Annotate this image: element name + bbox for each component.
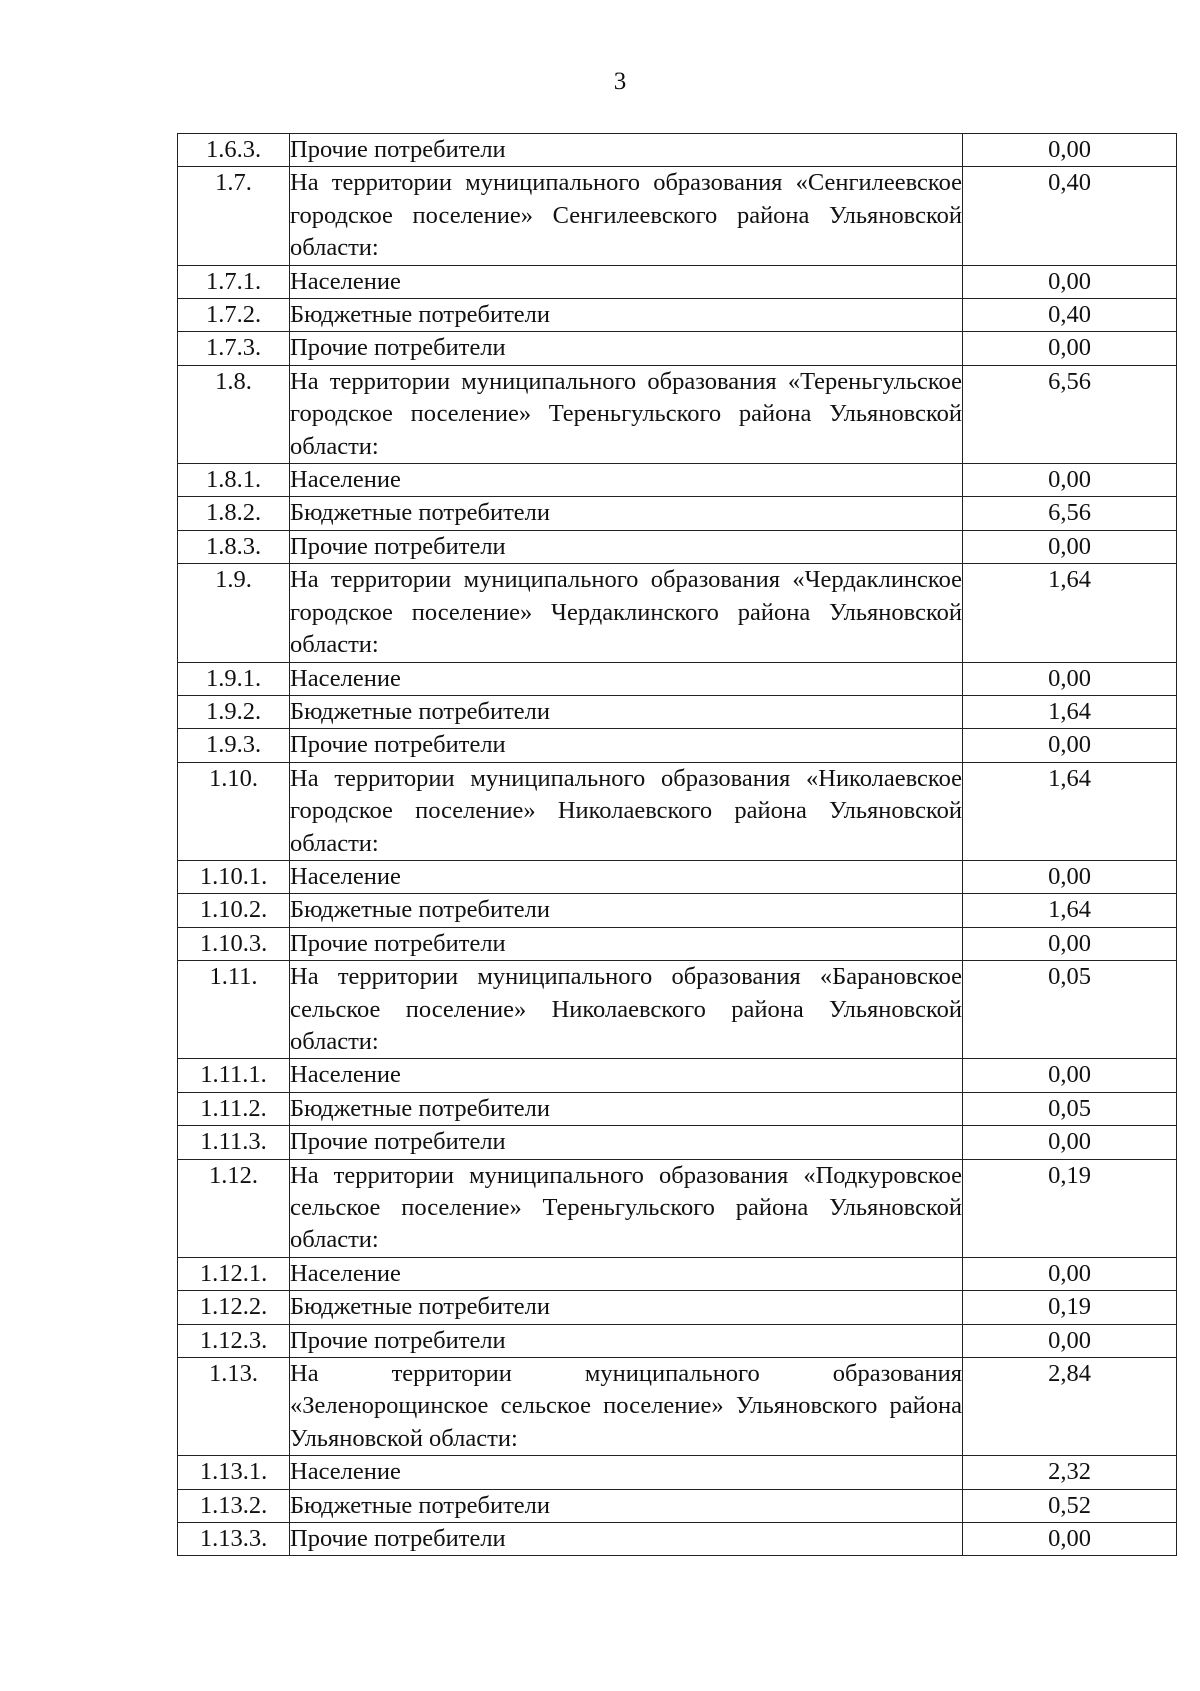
row-number: 1.13.: [178, 1358, 290, 1456]
row-number: 1.8.2.: [178, 497, 290, 530]
row-description: На территории муниципального образования «Сенгилеевское городское поселение» Сенгилеевского района Ульяновской области:: [290, 167, 963, 265]
row-value: 0,40: [963, 167, 1177, 265]
table-row: [178, 134, 1177, 167]
row-number: 1.11.2.: [178, 1092, 290, 1125]
row-value: 0,00: [963, 134, 1177, 167]
row-value: 0,00: [963, 662, 1177, 695]
row-number: 1.9.2.: [178, 695, 290, 728]
table-row: [178, 265, 1177, 298]
row-value: 0,00: [963, 265, 1177, 298]
row-value: 0,00: [963, 860, 1177, 893]
table-row: [178, 1126, 1177, 1159]
table-row: [178, 1324, 1177, 1357]
row-number: 1.12.3.: [178, 1324, 290, 1357]
row-description: На территории муниципального образования «Чердаклинское городское поселение» Чердаклинского района Ульяновской области:: [290, 564, 963, 662]
row-value: 6,56: [963, 497, 1177, 530]
row-number: 1.12.2.: [178, 1291, 290, 1324]
table-row: [178, 365, 1177, 463]
row-number: 1.12.1.: [178, 1257, 290, 1290]
row-number: 1.9.1.: [178, 662, 290, 695]
row-number: 1.13.3.: [178, 1523, 290, 1556]
row-number: 1.11.1.: [178, 1059, 290, 1092]
row-description: Бюджетные потребители: [290, 299, 963, 332]
table-row: [178, 332, 1177, 365]
row-description: Бюджетные потребители: [290, 894, 963, 927]
row-value: 0,19: [963, 1159, 1177, 1257]
row-description: Население: [290, 1456, 963, 1489]
row-value: 0,00: [963, 729, 1177, 762]
row-number: 1.7.: [178, 167, 290, 265]
row-value: 0,00: [963, 1324, 1177, 1357]
table-row: [178, 860, 1177, 893]
row-value: 0,19: [963, 1291, 1177, 1324]
row-value: 1,64: [963, 894, 1177, 927]
row-number: 1.11.: [178, 961, 290, 1059]
row-description: Бюджетные потребители: [290, 1489, 963, 1522]
row-value: 1,64: [963, 762, 1177, 860]
row-description: Прочие потребители: [290, 1324, 963, 1357]
table-row: [178, 299, 1177, 332]
table-row: [178, 167, 1177, 265]
row-description: На территории муниципального образования «Подкуровское сельское поселение» Тереньгульского района Ульяновской области:: [290, 1159, 963, 1257]
table-row: [178, 1489, 1177, 1522]
row-description: Бюджетные потребители: [290, 1092, 963, 1125]
table-row: [178, 695, 1177, 728]
row-description: Население: [290, 1059, 963, 1092]
table-row: [178, 729, 1177, 762]
table-row: [178, 1092, 1177, 1125]
tariff-table: [177, 133, 1177, 1556]
row-description: Прочие потребители: [290, 332, 963, 365]
row-description: Бюджетные потребители: [290, 497, 963, 530]
row-description: На территории муниципального образования «Барановское сельское поселение» Николаевского района Ульяновской области:: [290, 961, 963, 1059]
row-value: 0,00: [963, 464, 1177, 497]
row-number: 1.7.2.: [178, 299, 290, 332]
row-value: 1,64: [963, 564, 1177, 662]
row-number: 1.10.3.: [178, 927, 290, 960]
row-description: Население: [290, 1257, 963, 1290]
row-value: 0,00: [963, 332, 1177, 365]
table-row: [178, 1257, 1177, 1290]
row-description: Прочие потребители: [290, 134, 963, 167]
table-row: [178, 464, 1177, 497]
table-row: [178, 762, 1177, 860]
row-description: Население: [290, 464, 963, 497]
table-row: [178, 1059, 1177, 1092]
row-description: Прочие потребители: [290, 927, 963, 960]
row-value: 0,40: [963, 299, 1177, 332]
row-description: Прочие потребители: [290, 1523, 963, 1556]
row-number: 1.8.3.: [178, 530, 290, 563]
row-value: 2,84: [963, 1358, 1177, 1456]
page-number: 3: [613, 68, 627, 95]
row-value: 0,00: [963, 927, 1177, 960]
row-value: 2,32: [963, 1456, 1177, 1489]
row-number: 1.11.3.: [178, 1126, 290, 1159]
row-description: Прочие потребители: [290, 1126, 963, 1159]
table-row: [178, 1456, 1177, 1489]
row-number: 1.9.: [178, 564, 290, 662]
table-row: [178, 1358, 1177, 1456]
row-value: 0,05: [963, 1092, 1177, 1125]
row-value: 0,05: [963, 961, 1177, 1059]
table-row: [178, 497, 1177, 530]
table-body: [178, 134, 1177, 1556]
row-description: Прочие потребители: [290, 729, 963, 762]
row-value: 0,00: [963, 1059, 1177, 1092]
table-row: [178, 927, 1177, 960]
row-value: 0,00: [963, 1523, 1177, 1556]
row-number: 1.8.: [178, 365, 290, 463]
row-number: 1.10.1.: [178, 860, 290, 893]
row-number: 1.7.1.: [178, 265, 290, 298]
row-value: 0,52: [963, 1489, 1177, 1522]
table-row: [178, 530, 1177, 563]
row-number: 1.13.1.: [178, 1456, 290, 1489]
row-value: 1,64: [963, 695, 1177, 728]
row-number: 1.9.3.: [178, 729, 290, 762]
row-description: На территории муниципального образования «Николаевское городское поселение» Николаевского района Ульяновской области:: [290, 762, 963, 860]
row-value: 0,00: [963, 530, 1177, 563]
table-row: [178, 564, 1177, 662]
row-number: 1.10.: [178, 762, 290, 860]
row-number: 1.12.: [178, 1159, 290, 1257]
row-description: Бюджетные потребители: [290, 695, 963, 728]
row-description: Население: [290, 265, 963, 298]
row-number: 1.8.1.: [178, 464, 290, 497]
row-number: 1.10.2.: [178, 894, 290, 927]
row-description: Население: [290, 860, 963, 893]
row-number: 1.13.2.: [178, 1489, 290, 1522]
table-row: [178, 1523, 1177, 1556]
row-number: 1.7.3.: [178, 332, 290, 365]
row-description: Бюджетные потребители: [290, 1291, 963, 1324]
row-value: 6,56: [963, 365, 1177, 463]
table-row: [178, 1291, 1177, 1324]
row-description: На территории муниципального образования «Тереньгульское городское поселение» Тереньгульского района Ульяновской области:: [290, 365, 963, 463]
row-number: 1.6.3.: [178, 134, 290, 167]
row-description: Прочие потребители: [290, 530, 963, 563]
row-description: На территории муниципального образования «Зеленорощинское сельское поселение» Ульяновского района Ульяновской области:: [290, 1358, 963, 1456]
table-row: [178, 1159, 1177, 1257]
table-row: [178, 961, 1177, 1059]
row-value: 0,00: [963, 1257, 1177, 1290]
row-value: 0,00: [963, 1126, 1177, 1159]
row-description: Население: [290, 662, 963, 695]
table-row: [178, 662, 1177, 695]
table-row: [178, 894, 1177, 927]
